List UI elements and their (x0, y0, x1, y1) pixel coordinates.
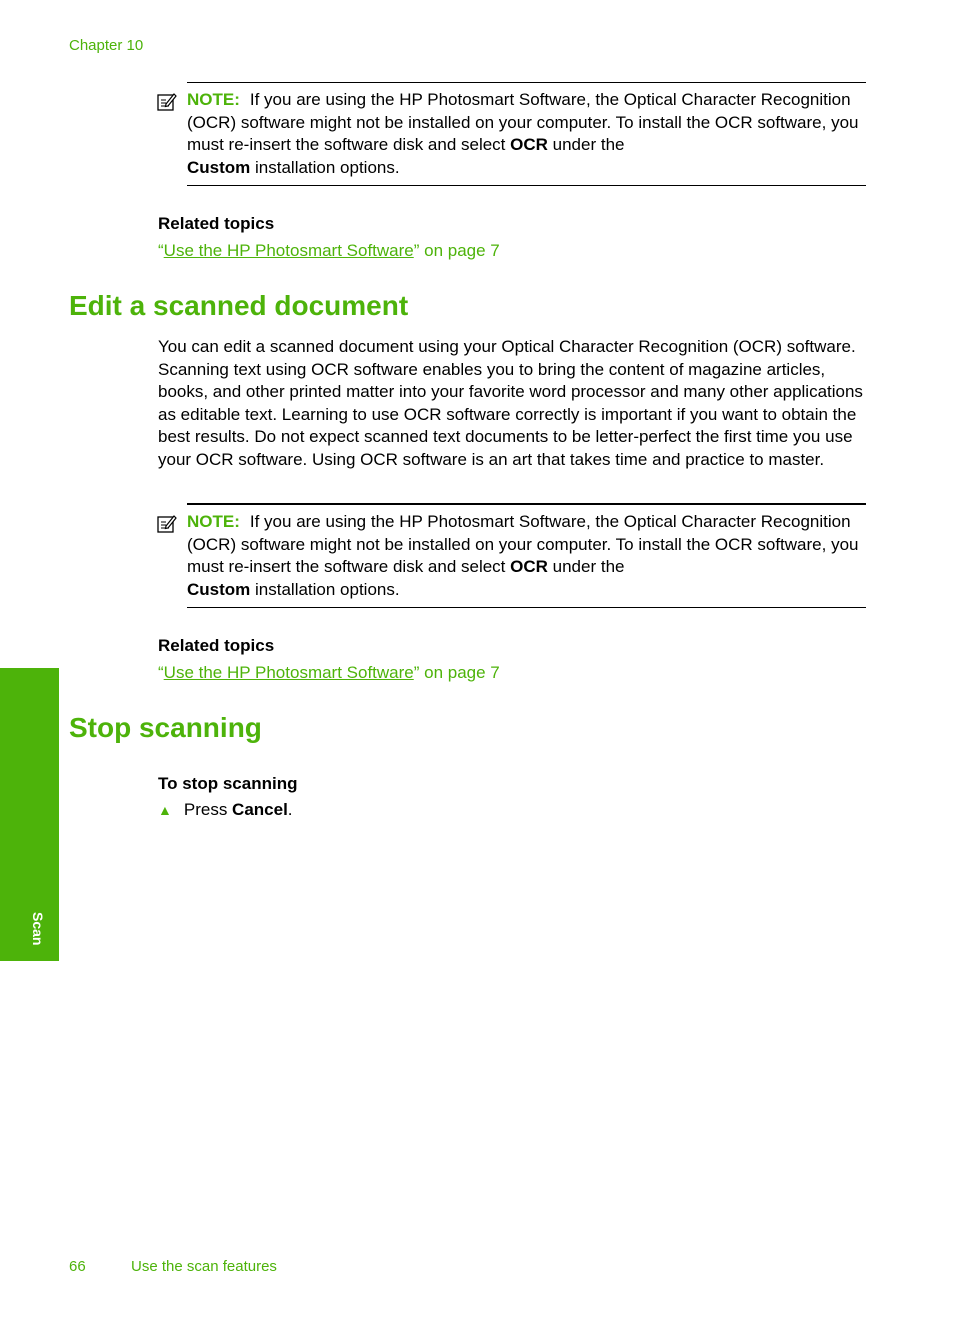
note-box (187, 82, 866, 186)
side-tab-label: Scan (30, 912, 46, 946)
note-bold-ocr: OCR (510, 557, 548, 576)
page-number: 66 (69, 1258, 86, 1275)
note-pencil-icon (157, 92, 177, 112)
related-topics-heading: Related topics (158, 636, 275, 655)
chapter-header: Chapter 10 (69, 37, 144, 54)
note-label: NOTE: (187, 90, 240, 109)
note-text: installation options. (250, 579, 400, 599)
related-topic-link (158, 663, 500, 683)
note-text: If you are using the HP Photosmart Software, the Optical Character Recognition (OCR) software might not be installed on your computer. To install the OCR software, you must re-insert the software disk and select (187, 512, 859, 576)
note-pencil-icon (157, 514, 177, 534)
quote-open: “ (158, 663, 164, 682)
note-bold-ocr: OCR (510, 135, 548, 154)
note-bold-custom: Custom (187, 579, 251, 599)
procedure-heading: To stop scanning (158, 774, 298, 793)
photosmart-software-link[interactable]: Use the HP Photosmart Software (163, 663, 414, 682)
note-bold-custom: Custom (187, 157, 251, 177)
photosmart-software-link[interactable]: Use the HP Photosmart Software (163, 241, 414, 260)
note-text: If you are using the HP Photosmart Software, the Optical Character Recognition (OCR) software might not be installed on your computer. To install the OCR software, you must re-insert the software disk and select (187, 90, 859, 154)
link-suffix: ” on page 7 (413, 241, 500, 260)
related-topics-heading: Related topics (158, 214, 275, 233)
section-body-edit: You can edit a scanned document using your Optical Character Recognition (OCR) software. Scanning text using OCR software enables you to bring the content of magazine articles, books, and other printed matter into your favorite word processor and many other applications as editable text. Learning to use OCR software correctly is important if you want to obtain the best results. Do not expect scanned text documents to be letter-perfect the first time you use your OCR software. Using OCR software is an art that takes time and practice to master. (158, 337, 863, 469)
note-box (187, 503, 866, 608)
note-text: under the (547, 135, 625, 154)
related-topic-link (158, 241, 500, 261)
section-title-stop: Stop scanning (69, 712, 262, 743)
note-text: under the (547, 557, 625, 576)
section-title-edit: Edit a scanned document (69, 290, 409, 321)
procedure-step (158, 800, 293, 820)
step-end: . (287, 800, 293, 819)
note-text: installation options. (250, 157, 400, 177)
quote-open: “ (158, 241, 164, 260)
footer-section: Use the scan features (131, 1258, 277, 1275)
step-text: Press (183, 800, 233, 819)
triangle-bullet-icon: ▲ (158, 802, 172, 818)
step-bold-cancel: Cancel (232, 800, 288, 819)
link-suffix: ” on page 7 (413, 663, 500, 682)
note-label: NOTE: (187, 512, 240, 531)
